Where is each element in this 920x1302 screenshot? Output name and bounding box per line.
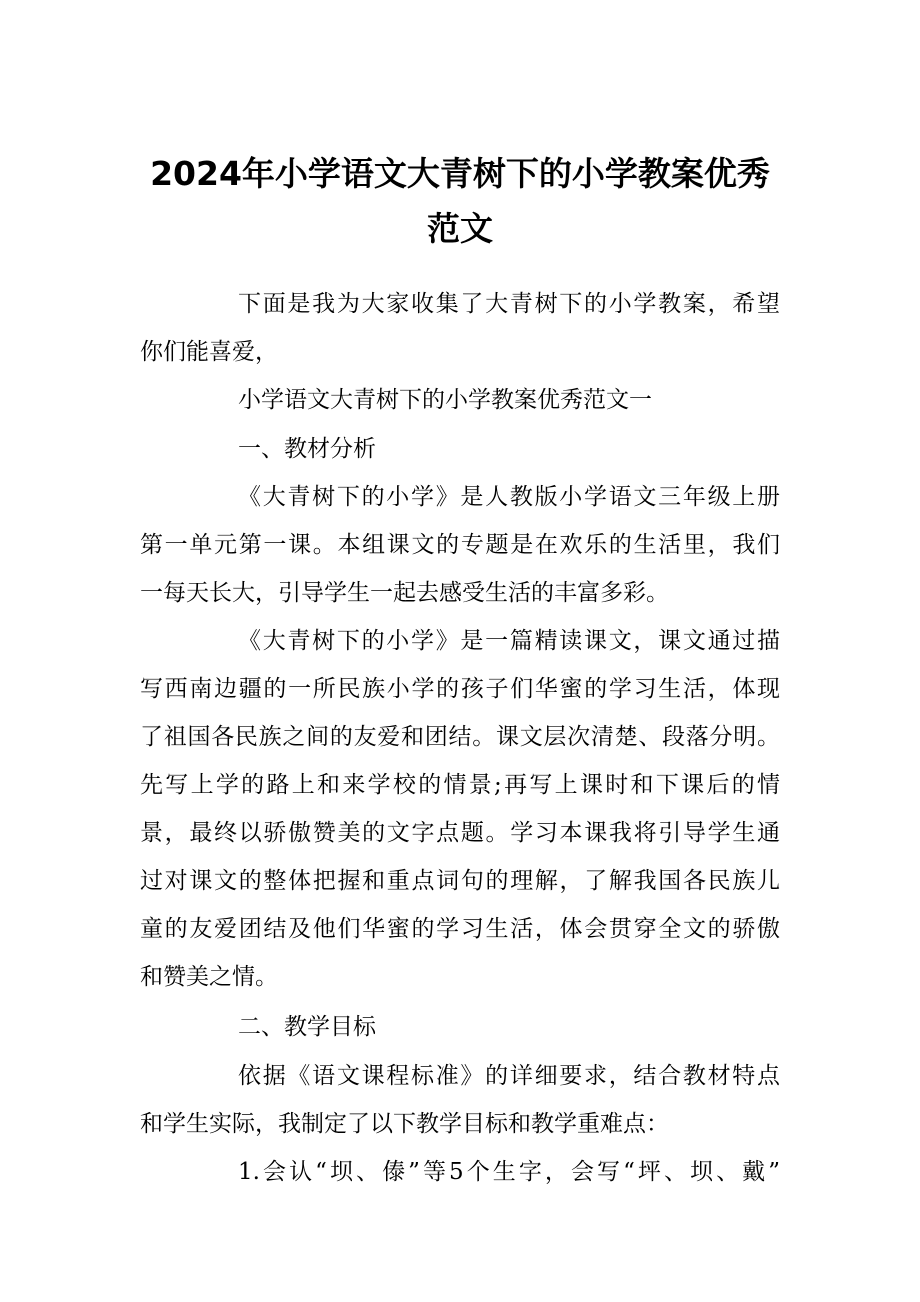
section-heading-sample-1: 小学语文大青树下的小学教案优秀范文一 xyxy=(238,387,652,413)
objectives-paragraph-line-2: 和学生实际，我制定了以下教学目标和教学重难点： xyxy=(140,1111,669,1137)
document-title-line-1: 2024年小学语文大青树下的小学教案优秀 xyxy=(150,154,770,193)
intro-paragraph-line-1: 下面是我为大家收集了大青树下的小学教案，希望 xyxy=(238,291,780,317)
analysis-paragraph-2-line-8: 和赞美之情。 xyxy=(140,964,278,990)
document-title-line-2: 范文 xyxy=(427,209,493,248)
analysis-paragraph-2-line-1: 《大青树下的小学》是一篇精读课文，课文通过描 xyxy=(238,628,780,654)
analysis-paragraph-2-line-7: 童的友爱团结及他们华蜜的学习生活，体会贯穿全文的骄傲 xyxy=(140,916,780,942)
analysis-paragraph-2-line-3: 了祖国各民族之间的友爱和团结。课文层次清楚、段落分明。 xyxy=(140,724,780,750)
analysis-paragraph-1-line-1: 《大青树下的小学》是人教版小学语文三年级上册 xyxy=(238,484,780,510)
intro-paragraph-line-2: 你们能喜爱， xyxy=(140,339,278,365)
analysis-paragraph-2-line-2: 写西南边疆的一所民族小学的孩子们华蜜的学习生活，体现 xyxy=(140,676,780,702)
analysis-paragraph-2-line-6: 过对课文的整体把握和重点词句的理解，了解我国各民族儿 xyxy=(140,868,780,894)
section-heading-objectives: 二、教学目标 xyxy=(238,1014,376,1040)
analysis-paragraph-1-line-2: 第一单元第一课。本组课文的专题是在欢乐的生活里，我们 xyxy=(140,532,780,558)
analysis-paragraph-2-line-4: 先写上学的路上和来学校的情景;再写上课时和下课后的情 xyxy=(140,772,780,798)
analysis-paragraph-1-line-3: 一每天长大，引导学生一起去感受生活的丰富多彩。 xyxy=(140,580,669,606)
objective-item-1-line-1: 1.会认“坝、傣”等5个生字，会写“坪、坝、戴” xyxy=(238,1159,780,1185)
analysis-paragraph-2-line-5: 景，最终以骄傲赞美的文字点题。学习本课我将引导学生通 xyxy=(140,820,780,846)
section-heading-analysis: 一、教材分析 xyxy=(238,436,376,462)
objectives-paragraph-line-1: 依据《语文课程标准》的详细要求，结合教材特点 xyxy=(238,1063,780,1089)
